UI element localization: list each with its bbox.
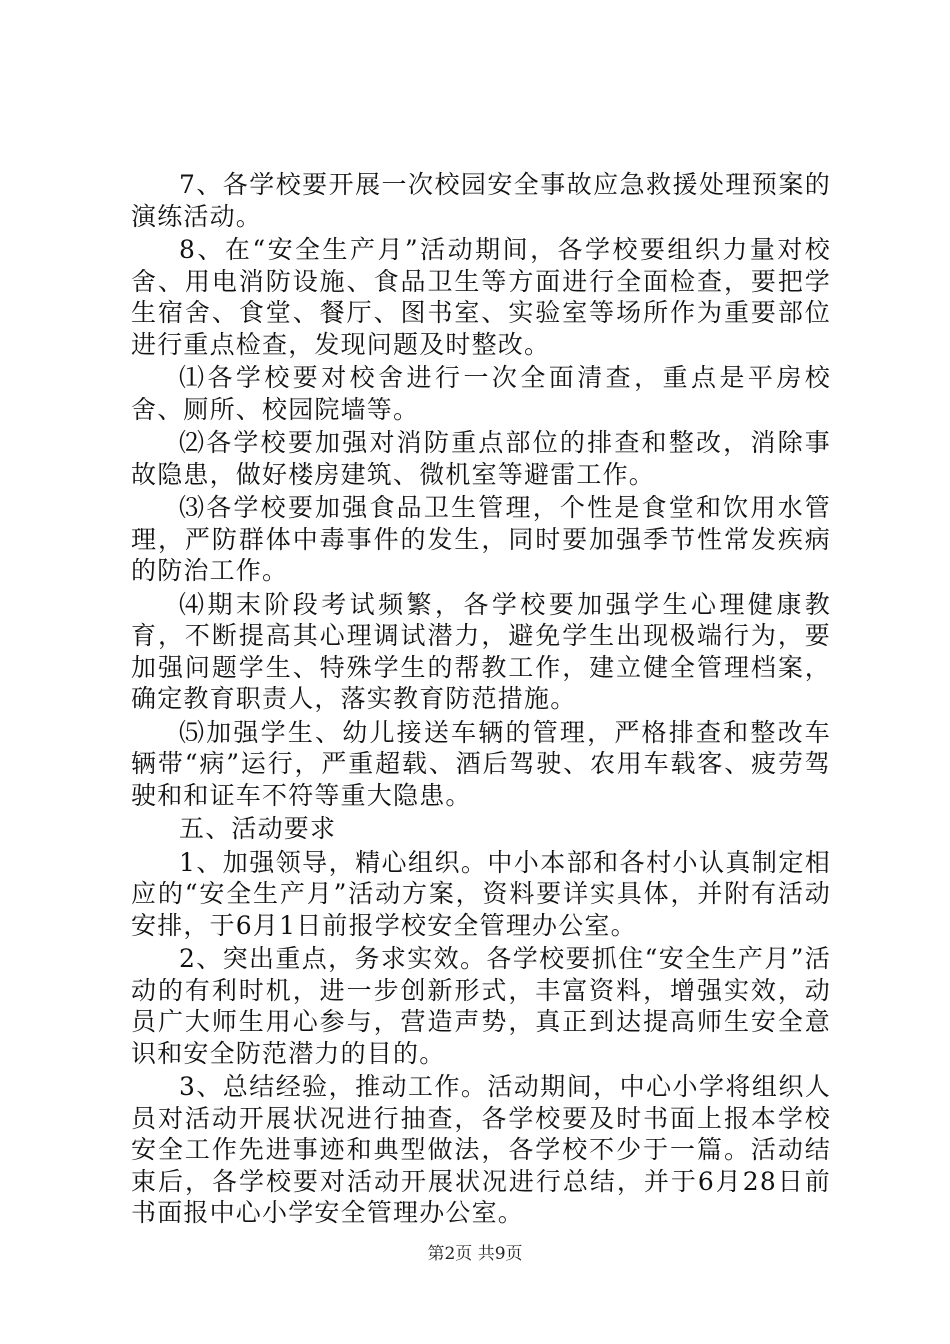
section-heading: 五、活动要求 [179, 814, 337, 843]
requirement-item-1: 1、加强领导，精心组织。中小本部和各村小认真制定相应的“安全生产月”活动方案，资料要详实具体，并附有活动安排，于6月1日前报学校安全管理办公室。 [131, 847, 831, 940]
paragraph-subitem-4: ⑷期末阶段考试频繁，各学校要加强学生心理健康教育，不断提高其心理调试潜力，避免学生出现极端行为，要加强问题学生、特殊学生的帮教工作，建立健全管理档案，确定教育职责人，落实教育防范措施。 [131, 589, 831, 713]
paragraph-subitem-5: ⑸加强学生、幼儿接送车辆的管理，严格排查和整改车辆带“病”运行，严重超载、酒后驾驶、农用车载客、疲劳驾驶和和证车不符等重大隐患。 [131, 717, 831, 810]
document-body [131, 169, 831, 1231]
paragraph-subitem-3: ⑶各学校要加强食品卫生管理，个性是食堂和饮用水管理，严防群体中毒事件的发生，同时要加强季节性常发疾病的防治工作。 [131, 493, 831, 585]
paragraph-item-8: 8、在“安全生产月”活动期间，各学校要组织力量对校舍、用电消防设施、食品卫生等方面进行全面检查，要把学生宿舍、食堂、餐厅、图书室、实验室等场所作为重要部位进行重点检查，发现问题及时整改。 [131, 235, 831, 359]
requirement-item-3: 3、总结经验，推动工作。活动期间，中心小学将组织人员对活动开展状况进行抽查，各学校要及时书面上报本学校安全工作先进事迹和典型做法，各学校不少于一篇。活动结束后，各学校要对活动开展状况进行总结，并于6月28日前书面报中心小学安全管理办公室。 [131, 1072, 831, 1227]
paragraph-subitem-1: ⑴各学校要对校舍进行一次全面清查，重点是平房校舍、厕所、校园院墙等。 [131, 363, 831, 424]
requirement-item-2: 2、突出重点，务求实效。各学校要抓住“安全生产月”活动的有利时机，进一步创新形式，丰富资料，增强实效，动员广大师生用心参与，营造声势，真正到达提高师生安全意识和安全防范潜力的目的。 [131, 944, 831, 1068]
paragraph-subitem-2: ⑵各学校要加强对消防重点部位的排查和整改，消除事故隐患，做好楼房建筑、微机室等避雷工作。 [131, 428, 831, 489]
paragraph-item-7: 7、各学校要开展一次校园安全事故应急救援处理预案的演练活动。 [131, 170, 831, 231]
page-number-footer: 第2页 共9页 [427, 1244, 523, 1264]
